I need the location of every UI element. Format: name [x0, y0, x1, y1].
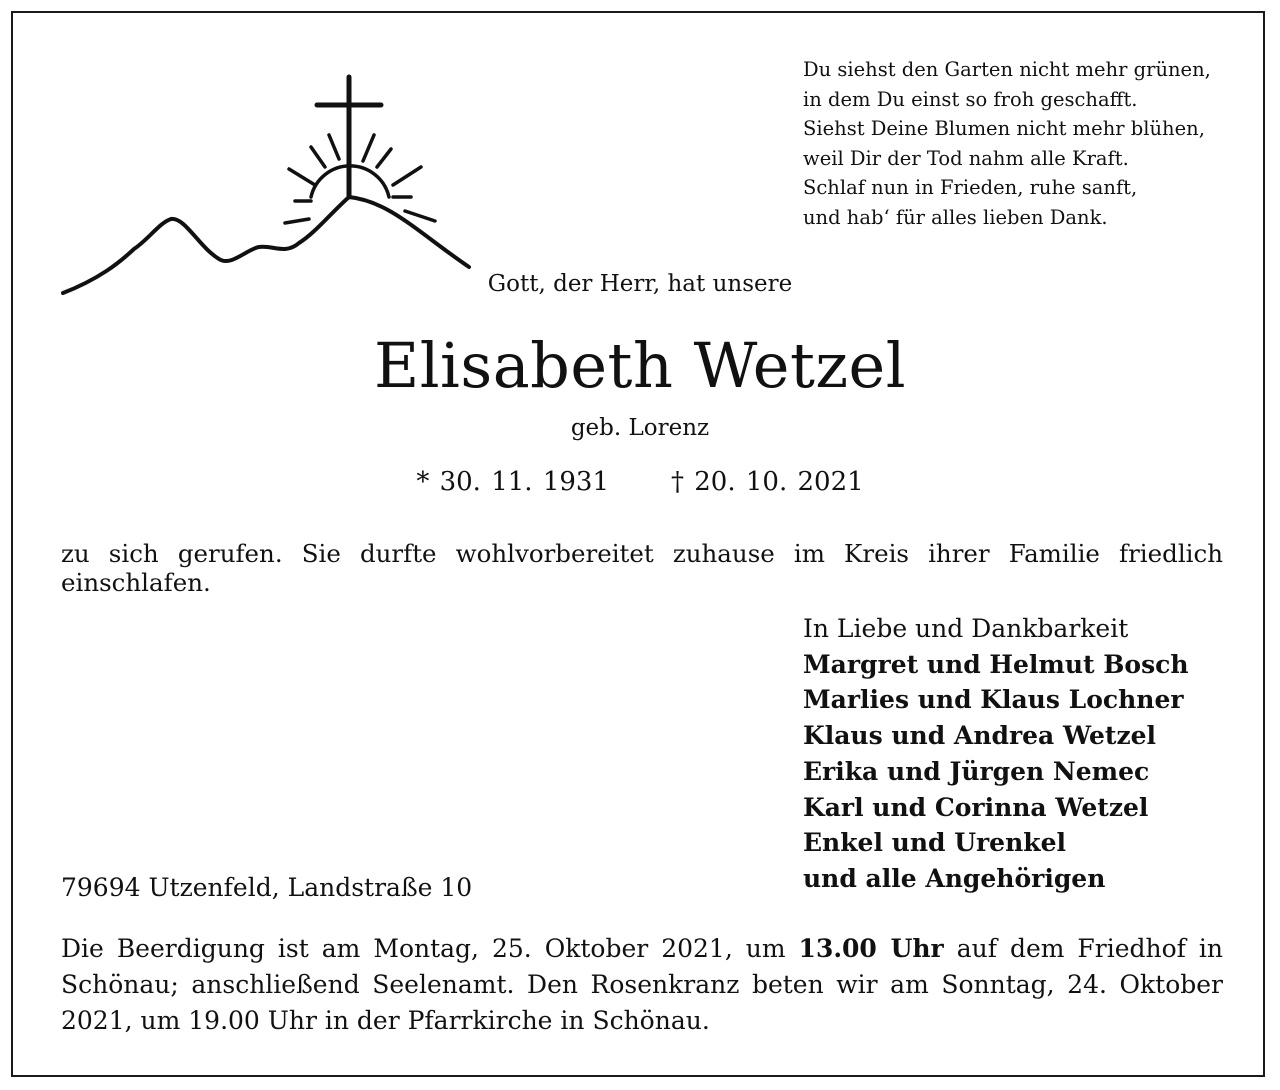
memorial-poem	[803, 55, 1253, 232]
family-address: 79694 Utzenfeld, Landstraße 10	[61, 873, 473, 902]
funeral-details	[61, 931, 1223, 1039]
called-home-text: zu sich gerufen. Sie durfte wohlvorbereitet zuhause im Kreis ihrer Familie friedlich einschlafen.	[61, 539, 1223, 597]
funeral-time: 13.00 Uhr	[798, 934, 944, 963]
mourner-name: und alle Angehörigen	[803, 863, 1106, 893]
life-dates	[13, 467, 1267, 497]
poem-line: Siehst Deine Blumen nicht mehr blühen,	[803, 117, 1205, 140]
mourner-name: Enkel und Urenkel	[803, 828, 1066, 858]
funeral-text-start: Die Beerdigung ist am Montag, 25. Oktober 2021, um	[61, 934, 786, 963]
mourner-name: Klaus und Andrea Wetzel	[803, 721, 1157, 751]
mourners-signoff	[803, 611, 1253, 897]
poem-line: Schlaf nun in Frieden, ruhe sanft,	[803, 176, 1138, 199]
deceased-name: Elisabeth Wetzel	[373, 329, 907, 402]
intro-text: Gott, der Herr, hat unsere	[487, 271, 793, 297]
poem-line: und hab‘ für alles lieben Dank.	[803, 205, 1108, 229]
mourner-name: Marlies und Klaus Lochner	[803, 685, 1184, 715]
poem-line: in dem Du einst so froh geschafft.	[803, 87, 1138, 111]
mourner-name: Erika und Jürgen Nemec	[803, 756, 1150, 786]
birth-date: * 30. 11. 1931	[416, 467, 609, 497]
mourner-name: Margret und Helmut Bosch	[803, 649, 1189, 679]
funeral-text-end: auf dem Friedhof in Schönau; anschließend Seelenamt. Den Rosenkranz beten wir am Sonntag, 24. Oktober 2021, um 19.00 Uhr in der Pfarrkirche in Schönau.	[61, 934, 1223, 1035]
mourner-name: Karl und Corinna Wetzel	[803, 792, 1149, 822]
cross-sunrise-mountains-icon	[59, 63, 479, 303]
obituary-notice	[11, 11, 1265, 1077]
signoff-heading: In Liebe und Dankbarkeit	[803, 614, 1129, 643]
poem-line: Du siehst den Garten nicht mehr grünen,	[803, 58, 1211, 81]
poem-line: weil Dir der Tod nahm alle Kraft.	[803, 146, 1129, 170]
death-date: † 20. 10. 2021	[671, 467, 864, 497]
maiden-name: geb. Lorenz	[570, 415, 710, 441]
